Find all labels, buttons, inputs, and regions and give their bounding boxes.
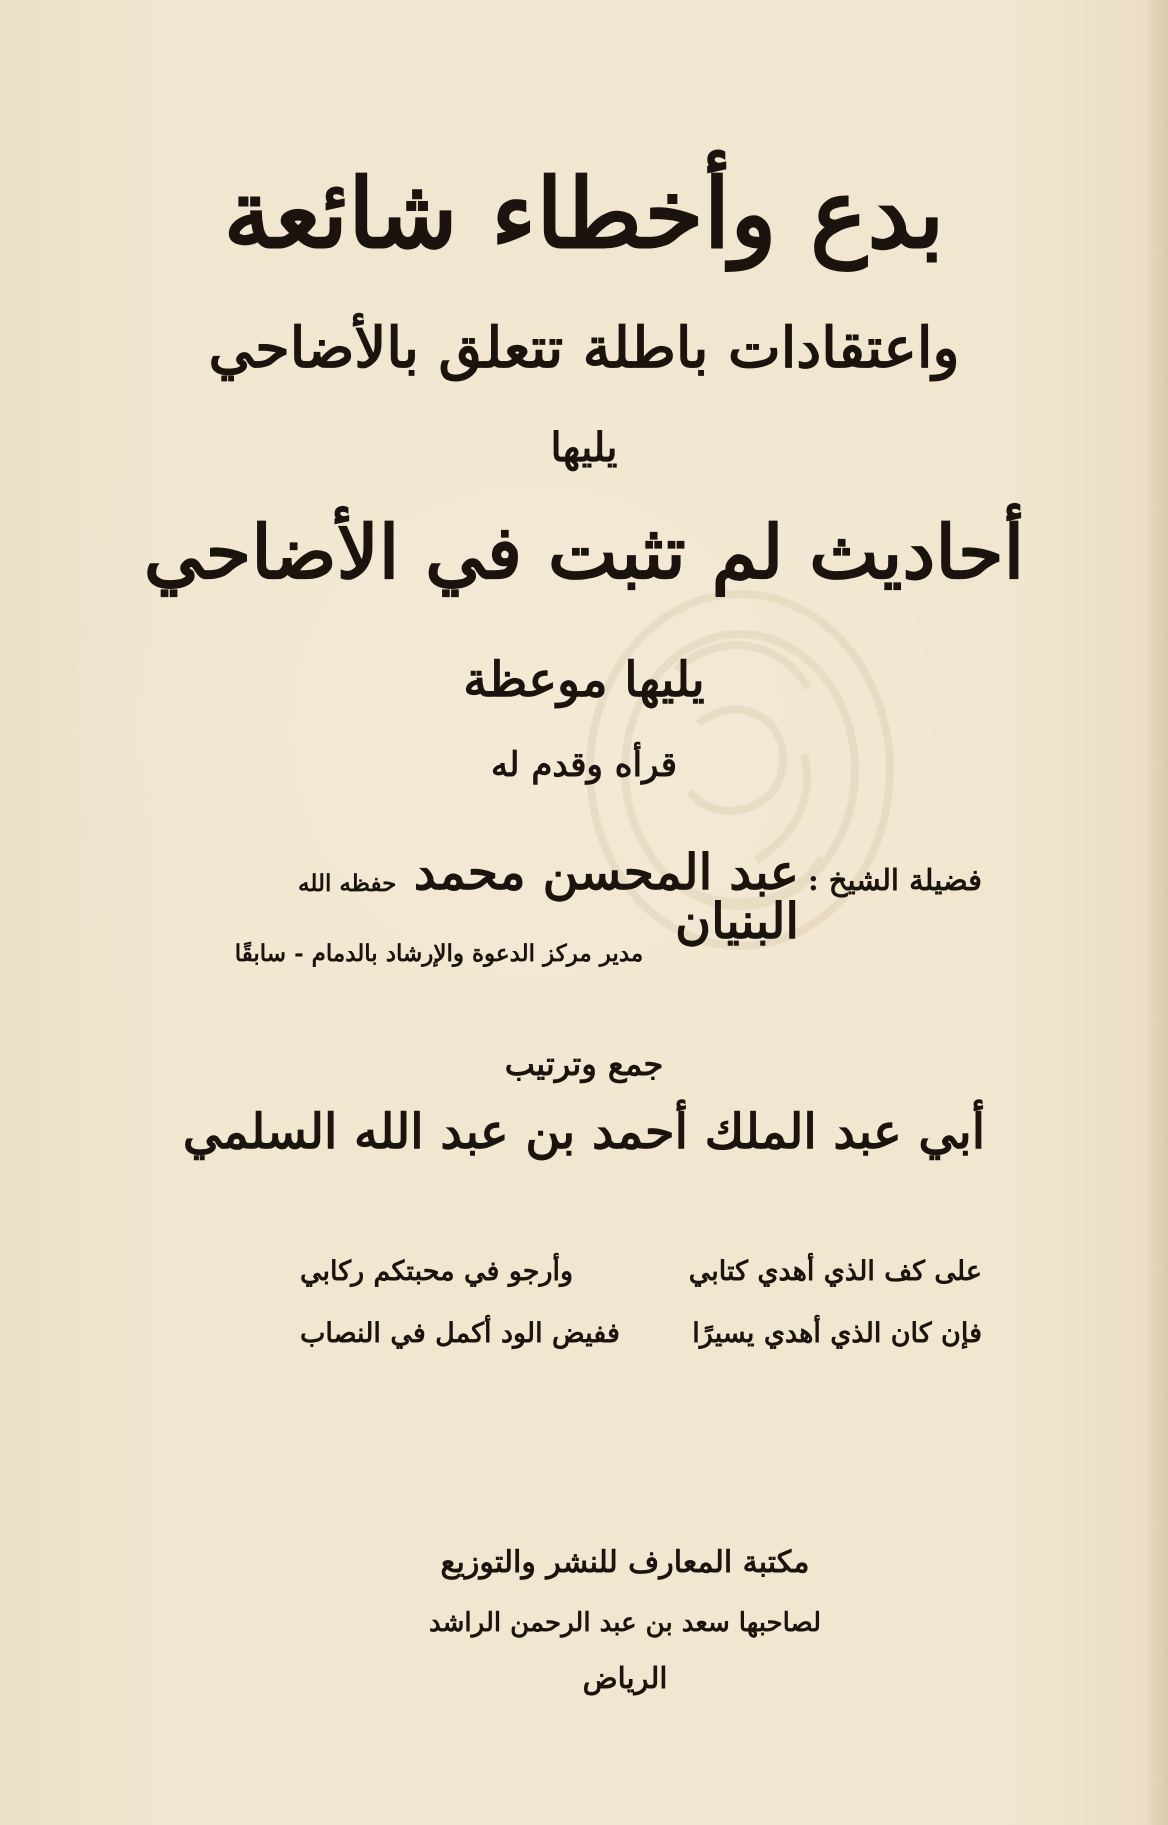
subtitle: واعتقادات باطلة تتعلق بالأضاحي (208, 315, 960, 381)
follows-label: يليها (550, 424, 618, 471)
poem-line-2-left: ففيض الود أكمل في النصاب (300, 1318, 620, 1349)
publisher-city: الرياض (582, 1661, 668, 1695)
sermon-label: يليها موعظة (463, 652, 705, 708)
sheikh-role: مدير مركز الدعوة والإرشاد بالدمام - سابقًا (234, 940, 644, 967)
poem-line-1-left: وأرجو في محبتكم ركابي (300, 1256, 574, 1287)
poem-line-2-right: فإن كان الذي أهدي يسيرًا (692, 1318, 982, 1349)
sheikh-name: عبد المحسن محمد البنيان (413, 843, 799, 950)
sheikh-prefix: فضيلة الشيخ : (807, 863, 982, 897)
sheikh-line (298, 843, 982, 950)
main-title: بدع وأخطاء شائعة (223, 157, 945, 270)
publisher-owner: لصاحبها سعد بن عبد الرحمن الراشد (428, 1608, 822, 1638)
poem-line-1-right: على كف الذي أهدي كتابي (688, 1256, 982, 1287)
reviewed-line: قرأه وقدم له (490, 745, 678, 785)
publisher-name: مكتبة المعارف للنشر والتوزيع (440, 1545, 810, 1580)
compiled-by-label: جمع وترتيب (504, 1045, 664, 1083)
hadith-title: أحاديث لم تثبت في الأضاحي (143, 510, 1025, 596)
sheikh-honorific: حفظه الله (298, 870, 397, 897)
author-name: أبي عبد الملك أحمد بن عبد الله السلمي (182, 1104, 986, 1160)
dedication-poem (300, 1258, 982, 1368)
